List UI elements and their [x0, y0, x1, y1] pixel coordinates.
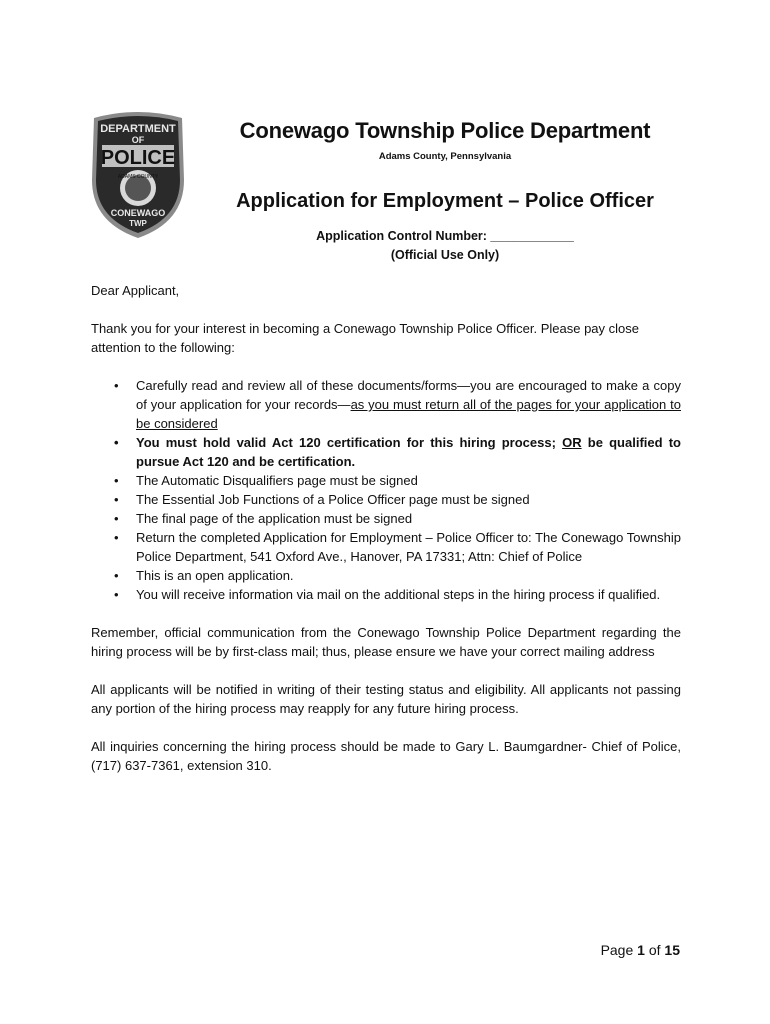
remember-paragraph: Remember, official communication from the Conewago Township Police Department regarding the hiring process will be by first-class mail; thus, please ensure we have your correct mailing address: [91, 625, 681, 659]
letter-body: [91, 281, 681, 794]
badge-bottom-sub: TWP: [129, 219, 147, 228]
underlined-text: as you must return all of the pages for your application to be considered: [136, 397, 681, 431]
bullet-text: Carefully read and review all of these documents/forms—you are encouraged to make a copy of your application for your records—: [136, 378, 681, 412]
badge-ring-text: ADAMS COUNTY: [117, 174, 159, 180]
list-item: • You will receive information via mail on the additional steps in the hiring process if qualified.: [136, 585, 681, 604]
or-emphasis: OR: [562, 435, 582, 450]
list-item: • The Automatic Disqualifiers page must be signed: [136, 471, 681, 490]
notified-paragraph: All applicants will be notified in writing of their testing status and eligibility. All applicants not passing any portion of the hiring process may reapply for any future hiring process.: [91, 682, 681, 716]
list-item: • This is an open application.: [136, 566, 681, 585]
bullet-text: You must hold valid Act 120 certification for this hiring process;: [136, 435, 563, 450]
intro-paragraph: Thank you for your interest in becoming a Conewago Township Police Officer. Please pay close attention to the following:: [91, 321, 639, 355]
bullet-text: be qualified to pursue Act 120 and be certification.: [136, 435, 681, 469]
page-number: [601, 942, 680, 958]
document-header: [215, 116, 675, 265]
list-item: • Return the completed Application for Employment – Police Officer to: The Conewago Township Police Department, 541 Oxford Ave., Hanover, PA 17331; Attn: Chief of Police: [136, 528, 681, 566]
total-pages: 15: [664, 942, 680, 958]
department-title: Conewago Township Police Department: [239, 118, 651, 143]
greeting: Dear Applicant,: [91, 283, 180, 298]
badge-bottom-text: CONEWAGO: [110, 208, 166, 218]
list-item: • The Essential Job Functions of a Police Officer page must be signed: [136, 490, 681, 509]
instructions-list: [91, 376, 681, 604]
police-badge-logo: [88, 110, 188, 240]
badge-main-text: POLICE: [100, 147, 176, 169]
badge-top-text: DEPARTMENT: [100, 123, 176, 135]
control-number-line: Application Control Number: ____________: [316, 229, 574, 243]
county-subtitle: Adams County, Pennsylvania: [378, 151, 512, 162]
list-item: [136, 376, 681, 433]
official-use-note: (Official Use Only): [390, 248, 500, 262]
current-page: 1: [637, 942, 645, 958]
inquiries-paragraph: All inquiries concerning the hiring process should be made to Gary L. Baumgardner- Chief of Police, (717) 637-7361, extension 310.: [91, 739, 681, 773]
list-item: [136, 433, 681, 471]
badge-of-text: OF: [131, 135, 145, 145]
of-word: of: [644, 942, 665, 958]
application-title: Application for Employment – Police Officer: [236, 190, 654, 212]
list-item: • The final page of the application must be signed: [136, 509, 681, 528]
page-word: Page: [600, 942, 638, 958]
